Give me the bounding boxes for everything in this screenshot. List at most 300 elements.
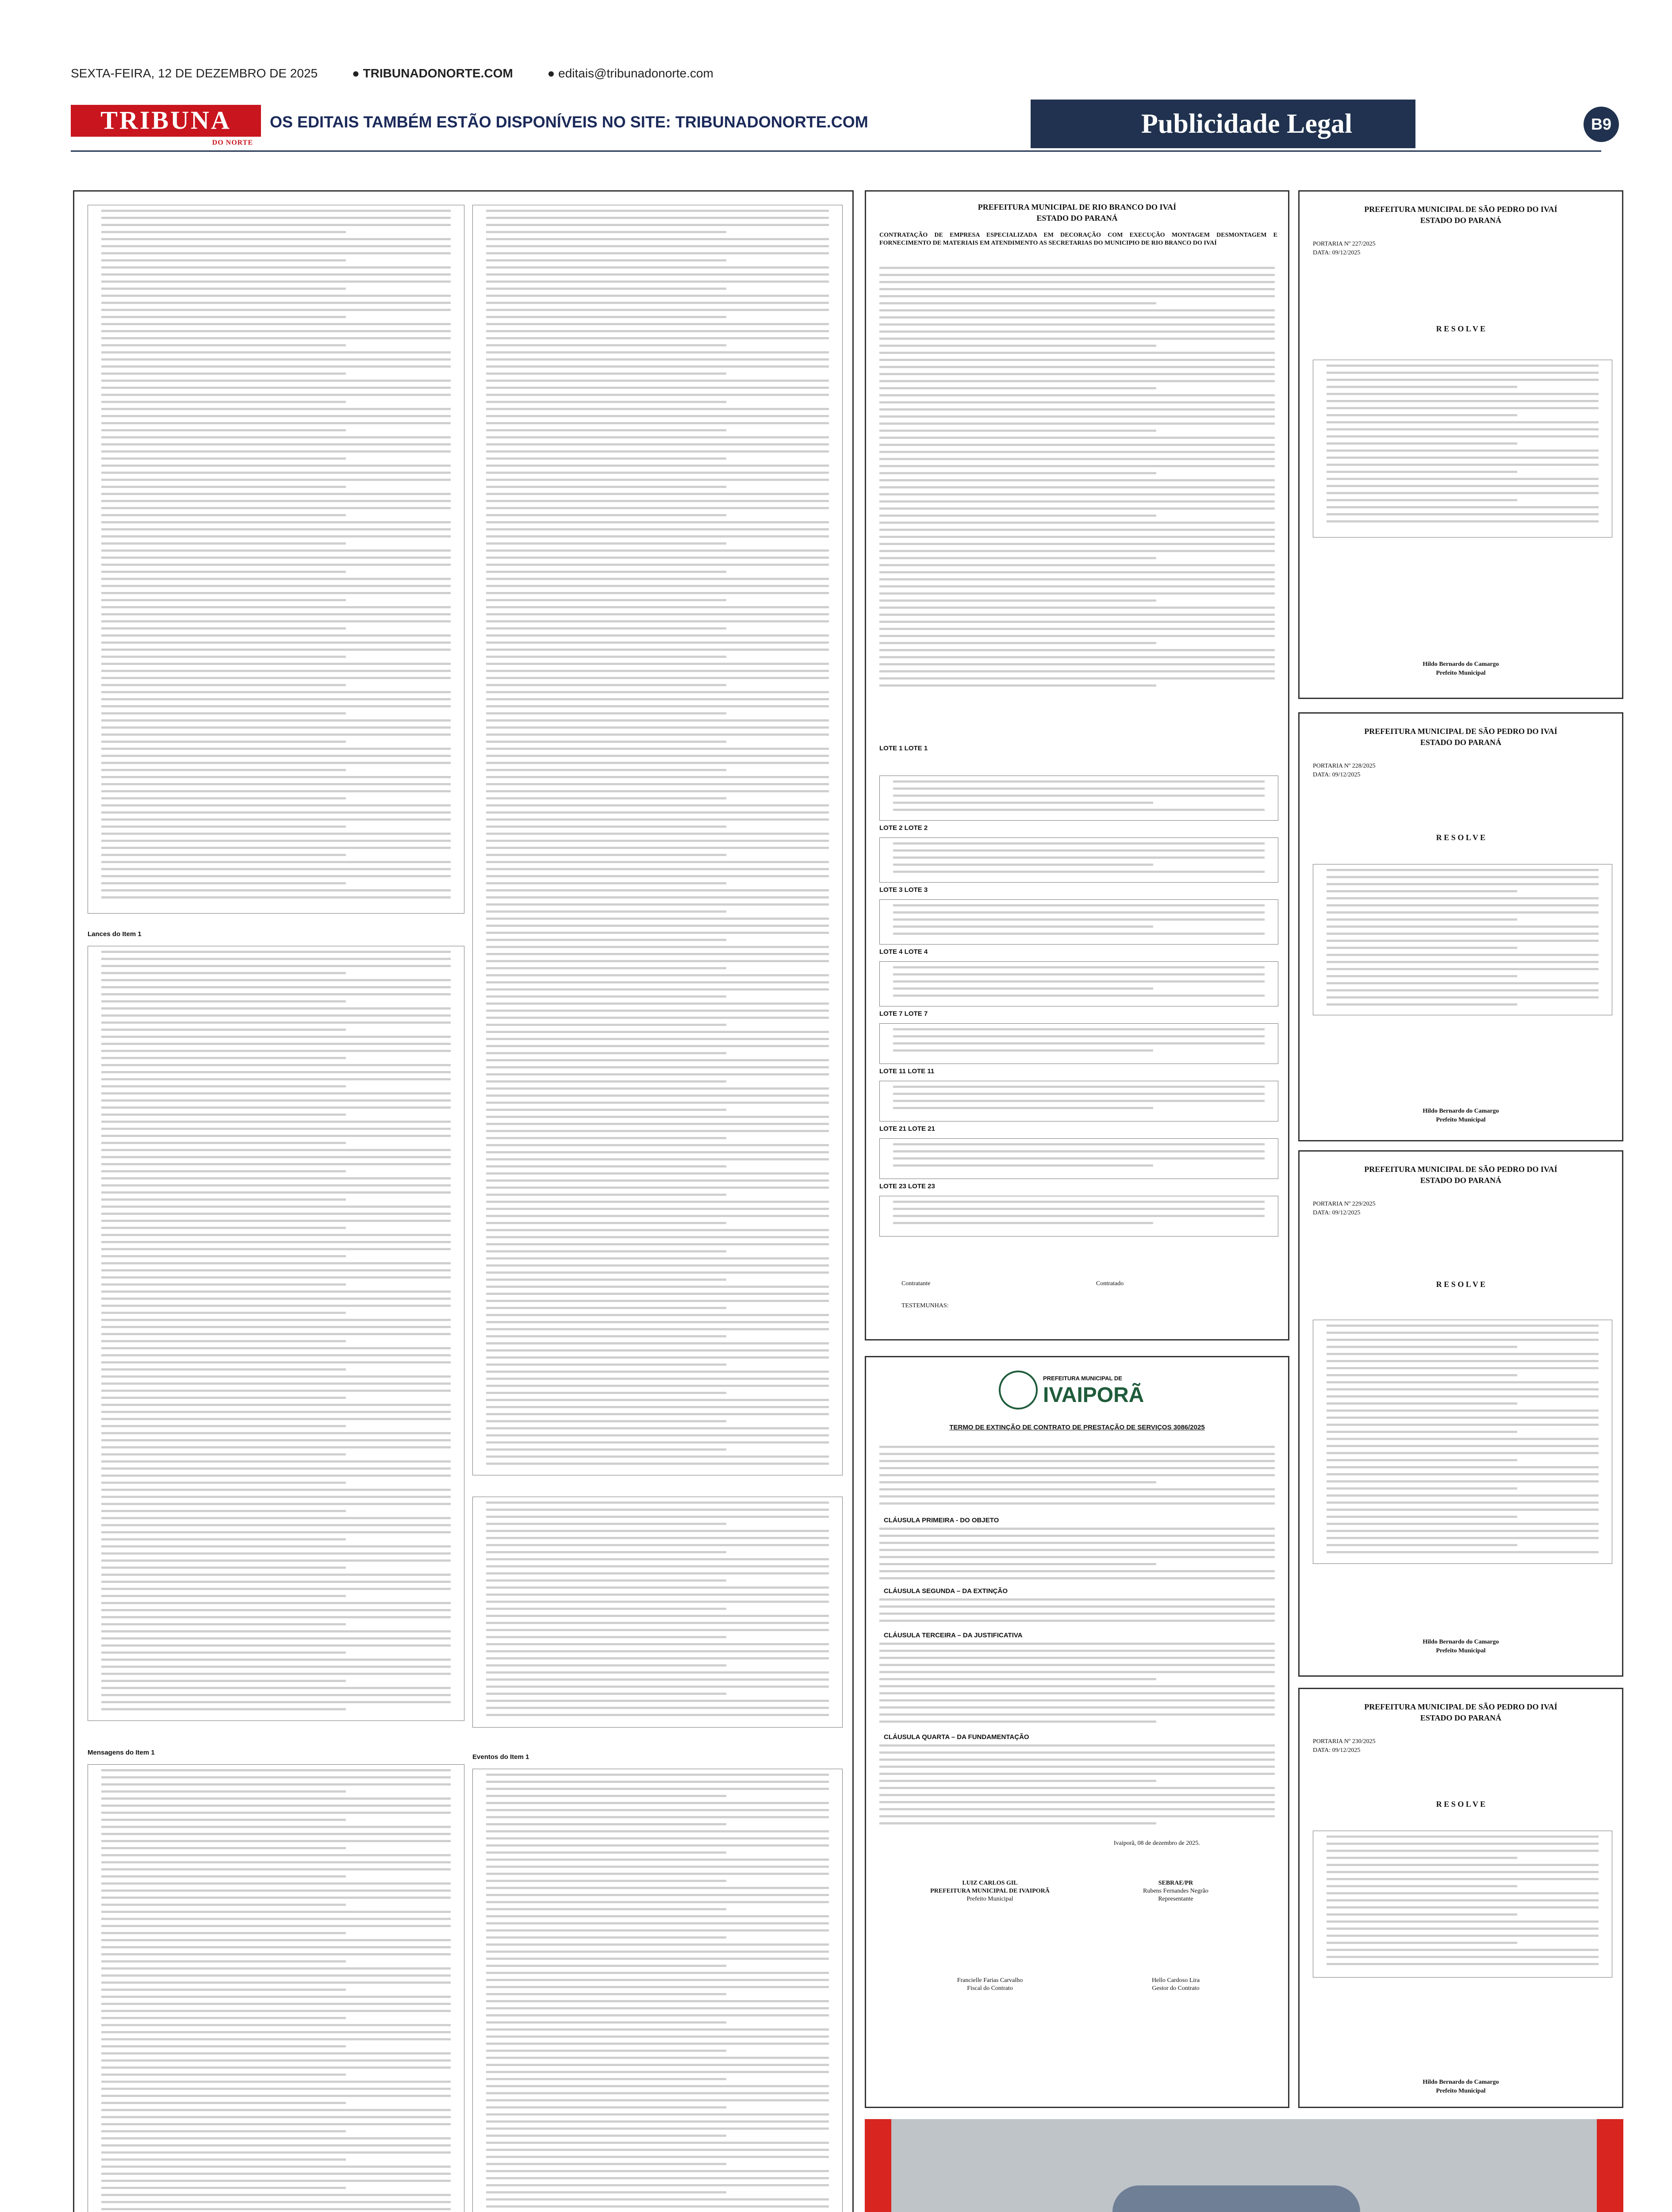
table-row: [101, 344, 346, 346]
portaria-signer-role: Prefeito Municipal: [1436, 2088, 1486, 2094]
table-row: [101, 1996, 451, 1998]
supplier-table: [88, 205, 464, 914]
table-row: [486, 330, 829, 332]
table-row: [486, 726, 829, 729]
table-row: [486, 804, 829, 806]
table-row: [486, 1866, 829, 1868]
table-row: [101, 2017, 346, 2019]
text-line: [879, 1613, 1275, 1615]
table-row: [101, 1326, 451, 1328]
table-row: [486, 1965, 726, 1967]
table-row: [1327, 1381, 1599, 1383]
table-row: [486, 1579, 726, 1582]
text-line: [879, 1787, 1275, 1789]
text-line: [879, 1467, 1275, 1469]
table-row: [1327, 876, 1599, 878]
table-row: [101, 365, 451, 368]
table-rows: [893, 1028, 1265, 1056]
table-row: [486, 1707, 829, 1709]
table-row: [486, 939, 726, 941]
table-row: [1327, 1402, 1517, 1405]
portaria-state: ESTADO DO PARANÁ: [1420, 738, 1502, 747]
table-row: [486, 1837, 829, 1839]
table-row: [1327, 1892, 1599, 1894]
text-line: [879, 458, 1275, 460]
table-row: [101, 273, 451, 276]
table-row: [101, 2038, 451, 2040]
table-row: [1327, 478, 1599, 480]
table-row: [486, 620, 829, 622]
table-row: [101, 2095, 451, 2097]
table-row: [486, 1678, 829, 1681]
table-row: [101, 847, 451, 849]
text-line: [879, 352, 1275, 354]
text-line: [879, 1563, 1156, 1565]
table-row: [1327, 1480, 1599, 1482]
table-row: [101, 2158, 346, 2161]
text-line: [879, 330, 1275, 333]
text-line: [879, 1598, 1275, 1601]
table-row: [101, 1043, 451, 1045]
table-row: [101, 1510, 346, 1512]
events-table: [472, 1769, 843, 2212]
text-line: [879, 1556, 1275, 1558]
table-row: [893, 809, 1265, 811]
newspaper-logo[interactable]: [71, 105, 261, 146]
table-row: [486, 1321, 829, 1323]
table-row: [486, 1349, 829, 1352]
text-line: [879, 472, 1156, 474]
ivaipora-left-signature: [910, 1879, 1070, 1903]
table-row: [101, 210, 451, 212]
table-row: [101, 1680, 346, 1682]
table-row: [101, 436, 451, 438]
portaria-title: PREFEITURA MUNICIPAL DE SÃO PEDRO DO IVAÍ: [1364, 205, 1557, 214]
text-line: [879, 444, 1275, 446]
table-row: [486, 1130, 829, 1132]
table-row: [1327, 1537, 1599, 1539]
table-row: [486, 535, 829, 538]
text-line: [879, 1685, 1275, 1687]
table-row: [486, 1795, 726, 1797]
table-row: [101, 1616, 451, 1618]
table-row: [101, 465, 451, 467]
table-row: [101, 443, 451, 445]
table-row: [1327, 1871, 1599, 1873]
table-row: [486, 401, 726, 403]
table-row: [101, 762, 451, 764]
table-row: [1327, 1899, 1599, 1901]
table-row: [486, 833, 829, 835]
table-row: [101, 1769, 451, 1771]
text-line: [879, 670, 1275, 672]
table-row: [101, 627, 346, 630]
text-line: [879, 1801, 1275, 1803]
table-row: [486, 1286, 829, 1288]
table-row: [101, 380, 451, 382]
table-row: [893, 1100, 1265, 1102]
table-row: [486, 585, 829, 587]
ivaipora-right-signature: [1096, 1879, 1255, 1903]
lot-2-table: [879, 837, 1278, 883]
text-line: [879, 1460, 1275, 1462]
table-row: [486, 599, 726, 601]
table-rows: [893, 1201, 1265, 1229]
table-rows: [1327, 1325, 1599, 1558]
table-row: [486, 719, 829, 722]
table-row: [486, 854, 726, 856]
site-link[interactable]: ● TRIBUNADONORTE.COM: [352, 66, 513, 80]
table-row: [101, 2010, 451, 2012]
bids-heading: Lances do Item 1: [88, 930, 142, 938]
portaria-resolve: R E S O L V E: [1436, 1280, 1486, 1289]
text-line: [879, 550, 1275, 552]
table-row: [486, 2071, 829, 2073]
table-row: [486, 1922, 829, 1924]
table-row: [101, 535, 451, 538]
table-row: [486, 1894, 829, 1896]
table-row: [101, 986, 451, 988]
sig-fiscal-name: Francielle Farias Carvalho: [957, 1977, 1023, 1984]
table-row: [101, 2003, 451, 2005]
text-line: [879, 295, 1275, 297]
table-row: [101, 1014, 451, 1017]
table-row: [1327, 1956, 1599, 1958]
table-row: [1327, 1502, 1599, 1504]
text-line: [879, 486, 1275, 488]
table-row: [486, 2198, 829, 2200]
table-row: [1327, 1963, 1599, 1965]
table-row: [101, 1552, 451, 1555]
table-row: [1327, 954, 1599, 956]
table-row: [101, 1939, 451, 1941]
table-row: [101, 1545, 451, 1548]
table-row: [101, 1029, 346, 1031]
table-row: [486, 1243, 829, 1245]
text-line: [879, 1657, 1275, 1659]
table-row: [101, 358, 451, 361]
table-row: [893, 780, 1265, 783]
table-row: [101, 1833, 451, 1835]
text-line: [879, 422, 1275, 425]
text-line: [879, 607, 1275, 609]
table-row: [486, 436, 829, 438]
table-row: [486, 1972, 829, 1974]
table-row: [486, 1993, 726, 1995]
page-number-badge: B9: [1584, 107, 1619, 142]
table-row: [101, 1826, 451, 1828]
text-line: [879, 1620, 1275, 1622]
ivaipora-clause-4: CLÁUSULA QUARTA – DA FUNDAMENTAÇÃO: [884, 1733, 1029, 1741]
table-row: [101, 868, 451, 870]
table-row: [101, 1283, 346, 1286]
table-row: [101, 649, 451, 651]
table-row: [486, 748, 829, 750]
table-row: [101, 1206, 451, 1208]
table-row: [101, 238, 451, 240]
text-line: [879, 387, 1156, 389]
table-row: [101, 1432, 451, 1434]
table-row: [101, 2130, 346, 2132]
table-row: [486, 1936, 726, 1939]
table-row: [1327, 1360, 1599, 1362]
table-row: [1327, 1459, 1517, 1461]
table-row: [486, 1844, 829, 1847]
table-row: [486, 344, 726, 346]
table-row: [1327, 428, 1599, 430]
table-row: [1327, 1906, 1599, 1909]
portaria-signer-role: Prefeito Municipal: [1436, 1647, 1486, 1654]
table-row: [101, 1989, 346, 1991]
sao-pedro-portaria-228: [1298, 712, 1623, 1141]
table-row: [101, 698, 451, 700]
table-row: [101, 1644, 451, 1647]
table-row: [101, 1050, 451, 1052]
table-row: [486, 217, 829, 219]
masthead: [71, 100, 1612, 153]
portaria-state: ESTADO DO PARANÁ: [1420, 1713, 1502, 1722]
table-row: [101, 1411, 451, 1413]
table-row: [1327, 1431, 1517, 1433]
table-row: [101, 691, 451, 693]
lot-1-label: LOTE 1 LOTE 1: [879, 745, 928, 752]
table-row: [101, 295, 451, 297]
lot-11-label: LOTE 11 LOTE 11: [879, 1068, 935, 1075]
portaria-date: DATA: 09/12/2025: [1313, 1747, 1361, 1754]
table-row: [101, 2116, 451, 2118]
email-link[interactable]: ● editais@tribunadonorte.com: [547, 66, 713, 80]
text-line: [879, 543, 1275, 545]
table-row: [893, 871, 1265, 873]
table-row: [101, 748, 451, 750]
portaria-signer: Hildo Bernardo do Camargo: [1423, 2079, 1499, 2085]
table-row: [486, 684, 726, 686]
table-row: [101, 1000, 346, 1002]
table-row: [1327, 989, 1599, 991]
table-row: [101, 245, 451, 247]
table-row: [101, 1496, 451, 1498]
table-row: [101, 606, 451, 608]
table-row: [101, 1227, 346, 1229]
portaria-resolve: R E S O L V E: [1436, 833, 1486, 842]
text-line: [879, 628, 1275, 630]
table-row: [101, 2045, 346, 2047]
table-row: [893, 1086, 1265, 1088]
sig-gestor-name: Hello Cardoso Lira: [1151, 1977, 1200, 1984]
table-row: [486, 1172, 829, 1175]
table-row: [1327, 1346, 1517, 1348]
table-row: [486, 557, 829, 559]
table-rows: [486, 1774, 829, 2212]
section-title: Publicidade Legal: [1031, 100, 1415, 148]
sao-pedro-portaria-229: [1298, 1150, 1623, 1677]
messages-table-continued: [472, 205, 843, 1475]
text-line: [879, 1706, 1275, 1709]
table-row: [486, 429, 726, 431]
table-row: [101, 450, 451, 453]
table-row: [101, 231, 346, 233]
table-row: [1327, 1942, 1517, 1944]
table-row: [101, 387, 451, 389]
table-row: [101, 1897, 451, 1899]
table-row: [486, 1201, 829, 1203]
lot-4-table: [879, 961, 1278, 1006]
table-row: [486, 1714, 829, 1716]
table-row: [486, 1455, 829, 1458]
table-row: [486, 1371, 829, 1373]
table-row: [101, 1121, 451, 1123]
text-line: [879, 380, 1275, 382]
table-row: [486, 946, 829, 948]
table-row: [101, 1868, 451, 1870]
table-row: [486, 1615, 829, 1617]
table-row: [486, 2035, 829, 2038]
table-rows: [893, 780, 1265, 816]
table-row: [1327, 926, 1599, 928]
text-line: [879, 493, 1275, 495]
table-row: [893, 1215, 1265, 1217]
table-row: [486, 252, 829, 254]
text-line: [879, 536, 1275, 538]
table-row: [101, 528, 451, 530]
table-row: [486, 578, 829, 580]
table-row: [486, 1059, 829, 1061]
table-row: [101, 1290, 451, 1293]
table-row: [101, 1213, 451, 1215]
text-line: [879, 1751, 1275, 1754]
table-row: [486, 974, 829, 976]
portaria-signer: Hildo Bernardo do Camargo: [1423, 1639, 1499, 1645]
table-row: [486, 1551, 726, 1553]
table-row: [1327, 1438, 1599, 1440]
table-row: [486, 2191, 726, 2193]
text-line: [879, 1570, 1275, 1572]
table-row: [486, 358, 829, 361]
table-row: [101, 2031, 451, 2033]
table-row: [486, 634, 829, 637]
table-row: [486, 1448, 726, 1451]
table-row: [101, 1623, 346, 1625]
table-row: [486, 896, 829, 899]
table-row: [1327, 940, 1599, 942]
table-row: [101, 1099, 451, 1102]
table-row: [101, 896, 451, 899]
table-row: [486, 2057, 829, 2059]
table-row: [101, 1446, 451, 1448]
table-row: [1327, 890, 1517, 892]
table-row: [486, 1385, 829, 1387]
table-row: [101, 1276, 451, 1279]
table-row: [101, 889, 451, 891]
sig-left-name: LUIZ CARLOS GIL: [962, 1880, 1018, 1886]
table-row: [101, 1960, 346, 1962]
table-row: [486, 500, 829, 502]
tnonline-advertisement[interactable]: [865, 2119, 1623, 2212]
text-line: [879, 585, 1275, 588]
table-row: [1327, 471, 1517, 473]
table-row: [486, 1271, 829, 1274]
table-row: [486, 380, 829, 382]
portaria-resolve: R E S O L V E: [1436, 1800, 1486, 1809]
table-row: [486, 797, 726, 799]
table-row: [486, 1664, 726, 1667]
table-row: [101, 833, 451, 835]
table-row: [101, 422, 451, 424]
table-row: [486, 2149, 829, 2151]
table-rows: [893, 1086, 1265, 1114]
table-row: [486, 2028, 829, 2031]
table-row: [486, 302, 829, 304]
table-row: [486, 1102, 829, 1104]
text-line: [879, 578, 1275, 580]
table-row: [893, 918, 1265, 921]
table-row: [486, 847, 829, 849]
lot-23-label: LOTE 23 LOTE 23: [879, 1183, 935, 1190]
table-row: [486, 1300, 829, 1302]
table-row: [1327, 1424, 1599, 1426]
rio-branco-state: ESTADO DO PARANÁ: [1036, 214, 1118, 223]
table-row: [101, 549, 451, 552]
table-row: [1327, 407, 1599, 409]
table-row: [101, 1797, 451, 1800]
table-row: [101, 599, 346, 601]
table-row: [486, 910, 726, 913]
table-row: [893, 933, 1265, 935]
portaria-date: DATA: 09/12/2025: [1313, 250, 1361, 256]
text-line: [879, 656, 1275, 658]
table-row: [101, 1092, 451, 1094]
table-row: [101, 472, 451, 474]
table-row: [486, 1293, 829, 1295]
text-line: [879, 1528, 1275, 1530]
table-row: [101, 1651, 346, 1654]
portaria-table: [1313, 360, 1612, 538]
table-row: [486, 953, 829, 955]
table-row: [101, 1687, 451, 1689]
table-row: [486, 224, 829, 226]
edition-date: SEXTA-FEIRA, 12 DE DEZEMBRO DE 2025: [71, 66, 318, 80]
table-row: [486, 387, 829, 389]
sao-pedro-portaria-227: [1298, 190, 1623, 699]
text-line: [879, 323, 1275, 326]
table-row: [893, 1164, 1153, 1167]
table-row: [101, 1602, 451, 1604]
table-row: [486, 1516, 829, 1518]
table-row: [101, 1482, 346, 1484]
table-row: [1327, 1530, 1599, 1532]
portaria-resolve: R E S O L V E: [1436, 324, 1486, 333]
table-row: [101, 351, 451, 353]
table-row: [486, 259, 726, 261]
table-row: [486, 1851, 726, 1854]
table-row: [486, 1915, 829, 1917]
portaria-state: ESTADO DO PARANÁ: [1420, 216, 1502, 225]
table-row: [486, 1002, 829, 1005]
table-row: [486, 1530, 829, 1532]
table-row: [486, 1463, 829, 1465]
text-line: [879, 1744, 1275, 1747]
table-row: [486, 373, 726, 375]
table-row: [101, 854, 346, 856]
text-line: [879, 316, 1275, 319]
table-row: [1327, 1928, 1599, 1930]
table-row: [101, 259, 346, 261]
table-row: [1327, 897, 1599, 899]
table-row: [101, 993, 451, 995]
text-line: [879, 592, 1275, 595]
table-row: [101, 1637, 451, 1640]
table-row: [101, 1840, 451, 1842]
